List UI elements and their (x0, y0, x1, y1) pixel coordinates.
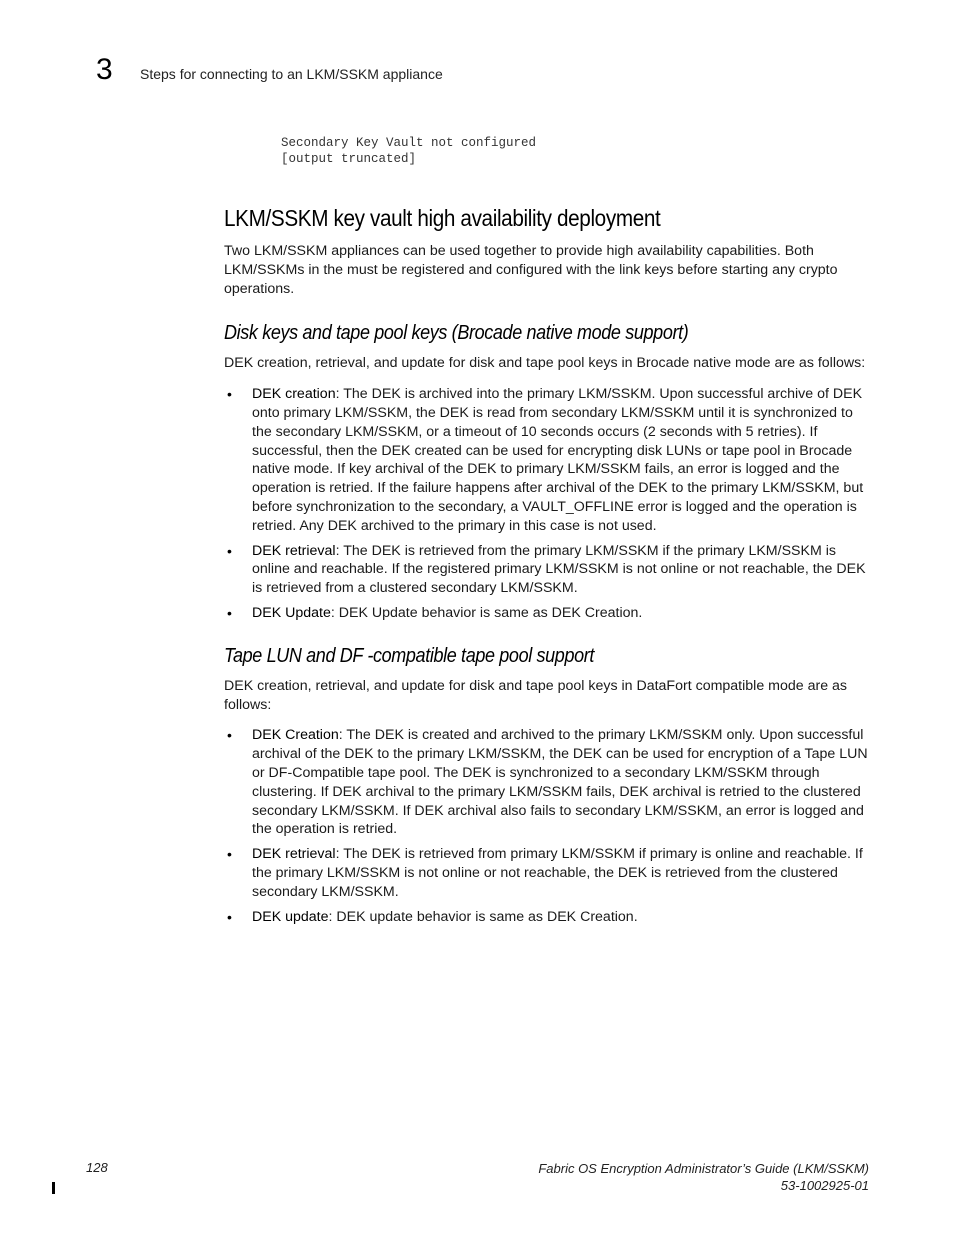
list-item-text: : The DEK is archived into the primary LKM/SSKM. Upon successful archive of DEK onto primary LKM/SSKM, the DEK is read from secondary LKM/SSKM until it is synchronized to the secondary LKM/SSKM, or a timeout of 10 seconds occurs (2 seconds with 5 retries). If successful, then the DEK created can be used for encrypting disk LUNs or tape pool in Brocade native mode. If key archival of the DEK to primary LKM/SSKM fails, an error is logged and the operation is retried. If the failure happens after archival of the DEK to the primary LKM/SSKM, but before synchronization to the secondary, a VAULT_OFFLINE error is logged and the operation is retried. Any DEK archived to the primary in this case is not used. (252, 386, 864, 534)
list-item (224, 542, 870, 598)
list-item-text: : The DEK is retrieved from primary LKM/SSKM if primary is online and reachable. If the primary LKM/SSKM is not online or not reachable, the DEK is retrieved from the clustered secondary LKM/SSKM. (252, 846, 863, 900)
subsection-intro-df-compatible: DEK creation, retrieval, and update for disk and tape pool keys in DataFort compatible mode are as follows: (224, 677, 848, 713)
subsection-title-native-mode: Disk keys and tape pool keys (Brocade native mode support) (224, 322, 689, 345)
bullet-icon: • (227, 604, 232, 621)
section-intro: Two LKM/SSKM appliances can be used together to provide high availability capabilities. Both LKM/SSKMs in the must be registered and configured with the link keys before starting any crypto operations. (224, 243, 838, 297)
list-item-term: DEK creation (252, 386, 336, 403)
code-line: Secondary Key Vault not configured (281, 136, 537, 150)
bullet-icon: • (227, 386, 232, 403)
main-content (224, 200, 870, 944)
footer-doc-title: Fabric OS Encryption Administrator’s Guide (LKM/SSKM) (538, 1161, 869, 1176)
code-block (281, 135, 536, 167)
list-item (224, 845, 870, 901)
list-item (224, 604, 870, 623)
chapter-number: 3 (96, 53, 113, 86)
section-title: LKM/SSKM key vault high availability deployment (224, 205, 661, 231)
running-header: Steps for connecting to an LKM/SSKM appliance (140, 66, 443, 82)
subsection-title-df-compatible: Tape LUN and DF -compatible tape pool support (224, 644, 595, 667)
list-item (224, 726, 870, 839)
list-item-text: : DEK Update behavior is same as DEK Creation. (330, 604, 643, 621)
bullet-icon: • (227, 542, 232, 559)
subsection-intro-native-mode: DEK creation, retrieval, and update for disk and tape pool keys in Brocade native mode are as follows: (224, 355, 866, 372)
list-item-text: : The DEK is retrieved from the primary LKM/SSKM if the primary LKM/SSKM is online and reachable. If the registered primary LKM/SSKM is not online or not reachable, the DEK is retrieved from a clustered secondary LKM/SSKM. (252, 542, 866, 597)
footer-doc-number: 53-1002925-01 (780, 1178, 869, 1193)
list-item-term: DEK Update (252, 604, 331, 621)
code-line: [output truncated] (281, 152, 417, 166)
list-item-term: DEK retrieval (252, 846, 336, 863)
list-item-text: : The DEK is created and archived to the primary LKM/SSKM only. Upon successful archival of the DEK to the primary LKM/SSKM, the DEK can be used for encryption of a Tape LUN or DF-Compatible tape pool. The DEK is synchronized to a secondary LKM/SSKM through clustering. If DEK archival to the primary LKM/SSKM fails, DEK archival is retried to the clustered secondary LKM/SSKM. If DEK archival also fails to secondary LKM/SSKM, an error is logged and the operation is retried. (252, 727, 868, 838)
list-item-term: DEK update (252, 908, 329, 925)
list-item-term: DEK Creation (252, 727, 339, 744)
bullet-icon: • (227, 846, 232, 863)
change-bar (52, 1182, 55, 1194)
page-number: 128 (86, 1160, 108, 1175)
list-item (224, 385, 870, 535)
df-compatible-list (224, 726, 870, 926)
list-item (224, 908, 870, 927)
footer-doc-info (538, 1160, 869, 1194)
list-item-term: DEK retrieval (252, 542, 336, 559)
bullet-icon: • (227, 908, 232, 925)
bullet-icon: • (227, 727, 232, 744)
list-item-text: : DEK update behavior is same as DEK Creation. (328, 908, 638, 925)
native-mode-list (224, 385, 870, 623)
